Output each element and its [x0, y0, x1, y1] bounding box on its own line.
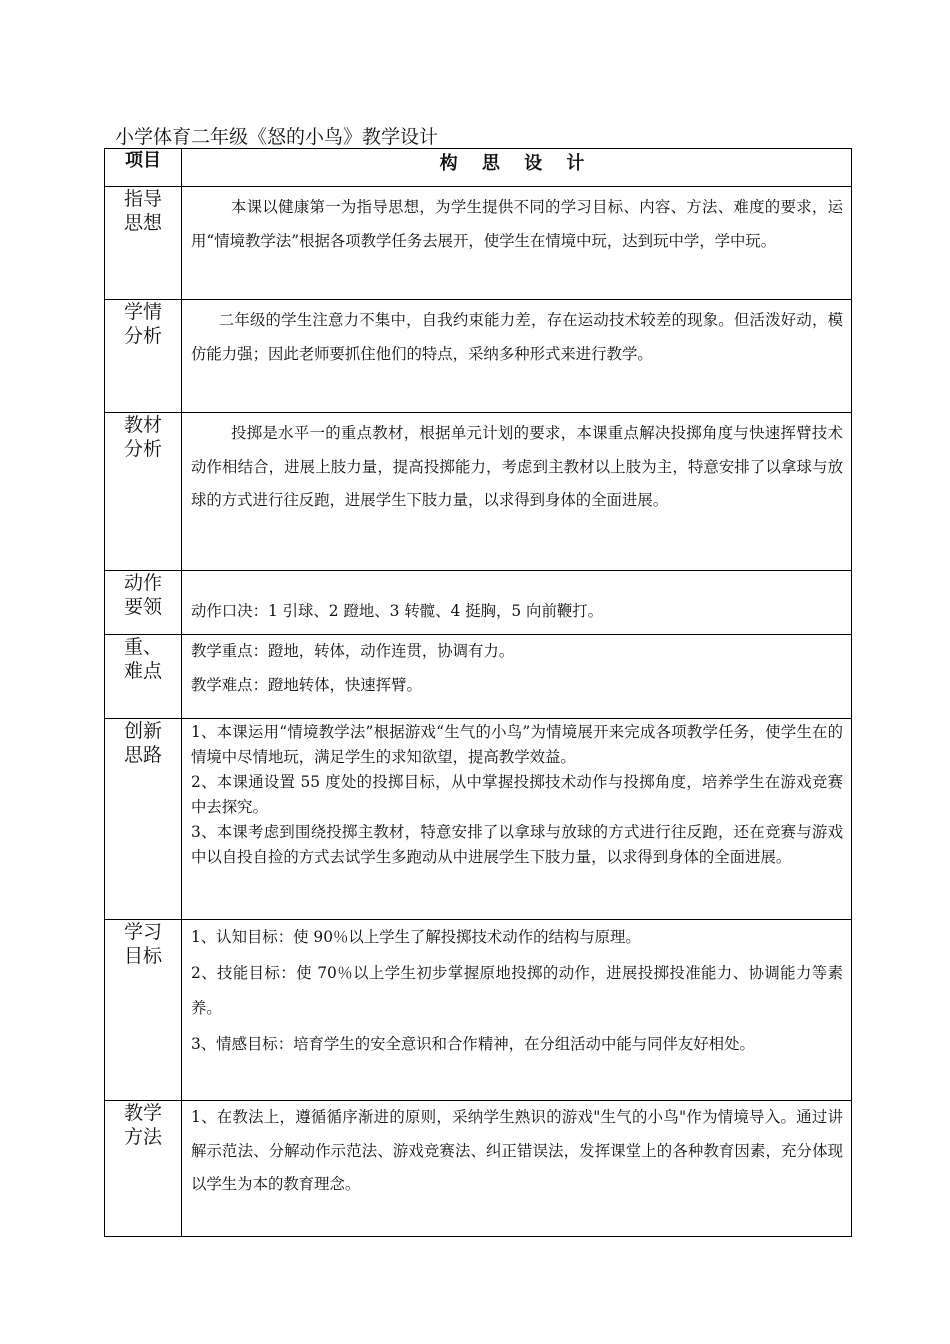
label-line: 学情 — [123, 301, 162, 323]
label-line: 方法 — [123, 1126, 162, 1148]
label-line: 思想 — [123, 212, 162, 234]
goal-line: 2、技能目标：使 70％以上学生初步掌握原地投掷的动作，进展投掷投准能力、协调能力等素养。 — [191, 963, 843, 1017]
label-essentials — [105, 571, 182, 635]
label-line: 难点 — [123, 660, 162, 682]
innovation-line: 3、本课考虑到围绕投掷主教材，特意安排了以拿球与放球的方式进行往反跑，还在竞赛与游戏中以自投自捡的方式去试学生多跑动从中进展学生下肢力量，以求得到身体的全面进展。 — [191, 823, 843, 866]
label-line: 重、 — [123, 636, 162, 658]
goal-line: 3、情感目标：培育学生的安全意识和合作精神，在分组活动中能与同伴友好相处。 — [191, 1034, 755, 1053]
keypoint-line: 教学难点：蹬地转体，快速挥臂。 — [191, 675, 422, 694]
header-item: 项目 — [105, 149, 182, 187]
label-line: 创新 — [123, 720, 162, 742]
row-innovation — [105, 719, 852, 920]
keypoint-line: 教学重点：蹬地，转体，动作连贯，协调有力。 — [191, 642, 515, 660]
label-line: 教材 — [123, 414, 162, 436]
label-students — [105, 300, 182, 413]
label-line: 分析 — [123, 438, 162, 460]
guiding-text: 本课以健康第一为指导思想，为学生提供不同的学习目标、内容、方法、难度的要求，运用“情境教学法”根据各项教学任务去展开，使学生在情境中玩，达到玩中学，学中玩。 — [191, 198, 843, 250]
label-line: 思路 — [123, 744, 162, 766]
label-line: 要领 — [123, 596, 162, 618]
row-methods — [105, 1101, 852, 1237]
students-text: 二年级的学生注意力不集中，自我约束能力差，存在运动技术较差的现象。但活泼好动，模仿能力强；因此老师要抓住他们的特点，采纳多种形式来进行教学。 — [191, 311, 843, 363]
table-header-row — [105, 149, 852, 187]
label-line: 分析 — [123, 325, 162, 347]
methods-text: 1、在教法上，遵循循序渐进的原则，采纳学生熟识的游戏"生气的小鸟"作为情境导入。通过讲解示范法、分解动作示范法、游戏竞赛法、纠正错误法，发挥课堂上的各种教育因素，充分体现以学生为本的教育理念。 — [191, 1108, 843, 1193]
row-material — [105, 413, 852, 571]
cell-guiding — [182, 187, 852, 300]
label-methods — [105, 1101, 182, 1237]
document-title: 小学体育二年级《怒的小鸟》教学设计 — [115, 126, 439, 148]
cell-methods — [182, 1101, 852, 1237]
goal-line: 1、认知目标：使 90％以上学生了解投掷技术动作的结构与原理。 — [191, 928, 641, 946]
essentials-text: 动作口决：1 引球、2 蹬地、3 转髋、4 挺胸，5 向前鞭打。 — [191, 601, 604, 620]
cell-material — [182, 413, 852, 571]
material-text: 投掷是水平一的重点教材，根据单元计划的要求，本课重点解决投掷角度与快速挥臂技术动作相结合，进展上肢力量，提高投掷能力，考虑到主教材以上肢为主，特意安排了以拿球与放球的方式进行往反跑，进展学生下肢力量，以求得到身体的全面进展。 — [191, 424, 843, 509]
teaching-design-table — [104, 148, 852, 1237]
label-innovation — [105, 719, 182, 920]
row-students — [105, 300, 852, 413]
label-line: 学习 — [123, 921, 162, 943]
label-material — [105, 413, 182, 571]
row-goals — [105, 920, 852, 1101]
row-guiding — [105, 187, 852, 300]
innovation-line: 1、本课运用“情境教学法”根据游戏“生气的小鸟”为情境展开来完成各项教学任务，使学生在的情境中尽情地玩，满足学生的求知欲望，提高教学效益。 — [191, 723, 843, 766]
label-goals — [105, 920, 182, 1101]
row-essentials — [105, 571, 852, 635]
label-line: 目标 — [123, 945, 162, 967]
cell-essentials — [182, 571, 852, 635]
cell-keypoints — [182, 635, 852, 719]
header-design: 构 思 设 计 — [182, 149, 852, 187]
cell-students — [182, 300, 852, 413]
row-keypoints — [105, 635, 852, 719]
cell-innovation — [182, 719, 852, 920]
label-keypoints — [105, 635, 182, 719]
label-line: 指导 — [123, 188, 162, 210]
label-line: 教学 — [123, 1102, 162, 1124]
cell-goals — [182, 920, 852, 1101]
label-line: 动作 — [123, 572, 162, 594]
innovation-line: 2、本课通设置 55 度处的投掷目标，从中掌握投掷技术动作与投掷角度，培养学生在游戏竞赛中去探究。 — [191, 773, 843, 816]
label-guiding — [105, 187, 182, 300]
